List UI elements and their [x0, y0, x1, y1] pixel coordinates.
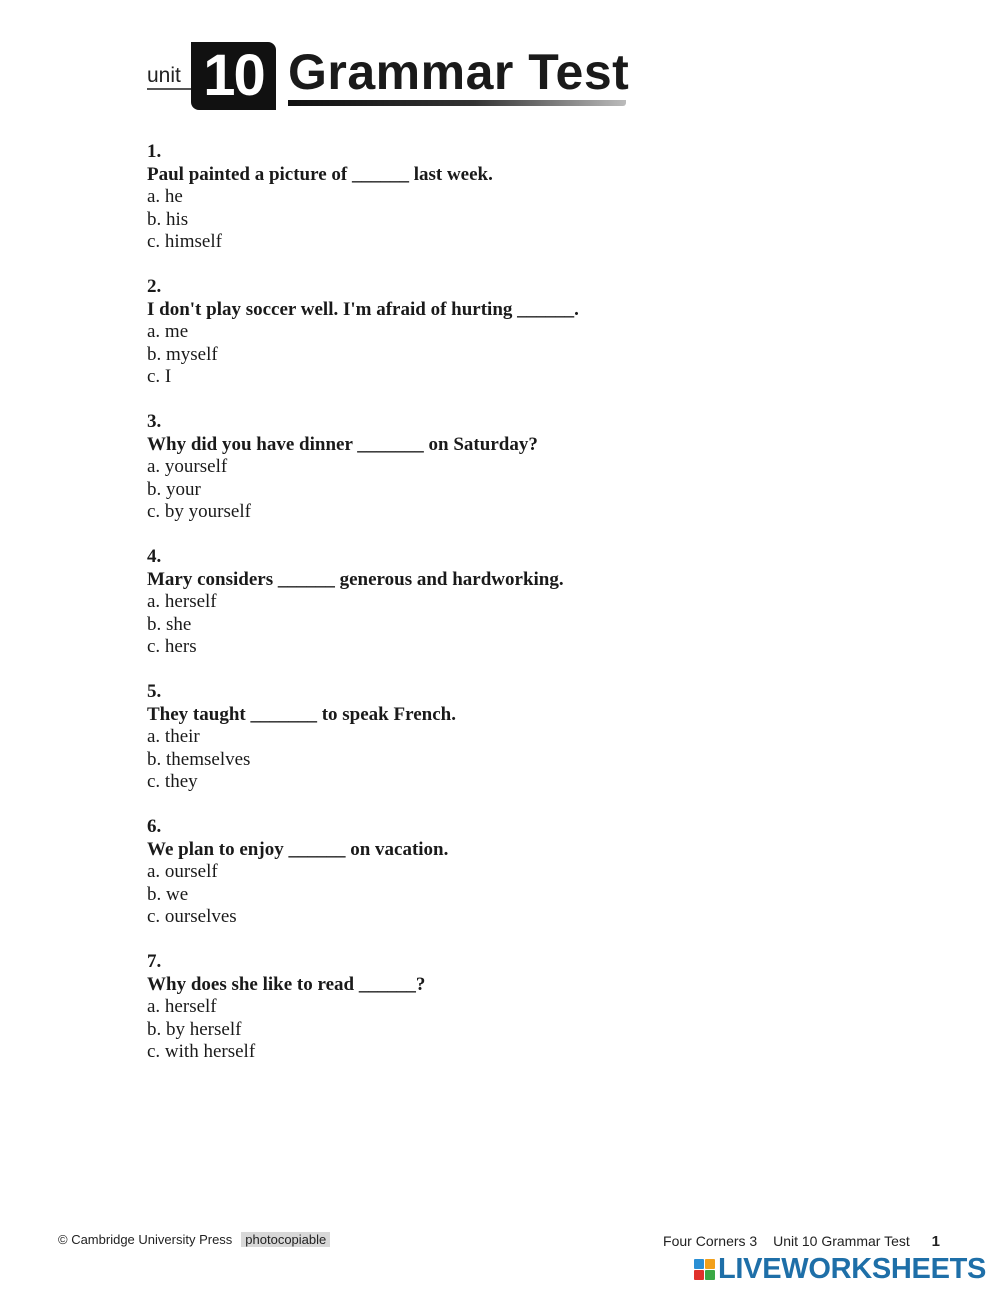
question-text: Mary considers ______ generous and hardworking.: [147, 568, 564, 590]
question-6: [147, 816, 867, 929]
question-text: They taught _______ to speak French.: [147, 703, 456, 725]
question-text: I don't play soccer well. I'm afraid of hurting ______.: [147, 298, 579, 320]
footer-left: [58, 1232, 330, 1247]
answer-option[interactable]: b. myself: [147, 343, 218, 365]
question-number: 1.: [147, 141, 162, 162]
question-7: [147, 951, 867, 1064]
page-number: 1: [931, 1233, 940, 1250]
question-number: 5.: [147, 681, 162, 702]
answer-option[interactable]: c. hers: [147, 636, 197, 657]
question-5: [147, 681, 867, 794]
question-number: 2.: [147, 276, 162, 297]
question-number: 4.: [147, 546, 162, 567]
answer-option[interactable]: a. herself: [147, 996, 217, 1017]
unit-label: unit: [147, 64, 181, 87]
answer-option[interactable]: a. yourself: [147, 456, 228, 477]
answer-option[interactable]: c. by yourself: [147, 501, 251, 522]
worksheet-header: [147, 40, 630, 112]
answer-option[interactable]: b. by herself: [147, 1018, 242, 1040]
unit-underline: [147, 88, 197, 90]
question-2: [147, 276, 867, 389]
answer-option[interactable]: a. me: [147, 321, 189, 342]
question-text: We plan to enjoy ______ on vacation.: [147, 838, 449, 860]
test-title: Unit 10 Grammar Test: [773, 1233, 910, 1249]
answer-option[interactable]: b. she: [147, 613, 192, 635]
answer-option[interactable]: c. I: [147, 366, 172, 387]
answer-option[interactable]: a. their: [147, 726, 200, 747]
question-list: [147, 141, 867, 1086]
answer-option[interactable]: a. ourself: [147, 861, 218, 882]
answer-option[interactable]: a. he: [147, 186, 183, 207]
footer-right: [651, 1233, 940, 1250]
answer-option[interactable]: c. with herself: [147, 1041, 256, 1062]
answer-option[interactable]: c. ourselves: [147, 906, 237, 927]
page-title: Grammar Test: [288, 44, 630, 100]
question-number: 3.: [147, 411, 162, 432]
answer-option[interactable]: b. your: [147, 478, 201, 500]
liveworksheets-icon: [694, 1259, 716, 1281]
book-title: Four Corners 3: [663, 1233, 758, 1249]
unit-number-badge: 10: [191, 42, 276, 110]
answer-option[interactable]: b. we: [147, 883, 189, 905]
answer-option[interactable]: a. herself: [147, 591, 217, 612]
question-text: Paul painted a picture of ______ last week.: [147, 163, 493, 185]
answer-option[interactable]: c. they: [147, 771, 198, 792]
question-4: [147, 546, 867, 659]
question-number: 6.: [147, 816, 162, 837]
liveworksheets-wordmark: LIVEWORKSHEETS: [718, 1253, 987, 1285]
question-number: 7.: [147, 951, 162, 972]
question-1: [147, 141, 867, 254]
photocopiable-badge: photocopiable: [241, 1232, 330, 1247]
title-underline: [288, 100, 626, 106]
question-text: Why does she like to read ______?: [147, 973, 426, 995]
answer-option[interactable]: b. themselves: [147, 748, 251, 770]
copyright-text: © Cambridge University Press: [58, 1232, 233, 1247]
answer-option[interactable]: c. himself: [147, 231, 222, 252]
answer-option[interactable]: b. his: [147, 208, 189, 230]
question-3: [147, 411, 867, 524]
question-text: Why did you have dinner _______ on Saturday?: [147, 433, 538, 455]
